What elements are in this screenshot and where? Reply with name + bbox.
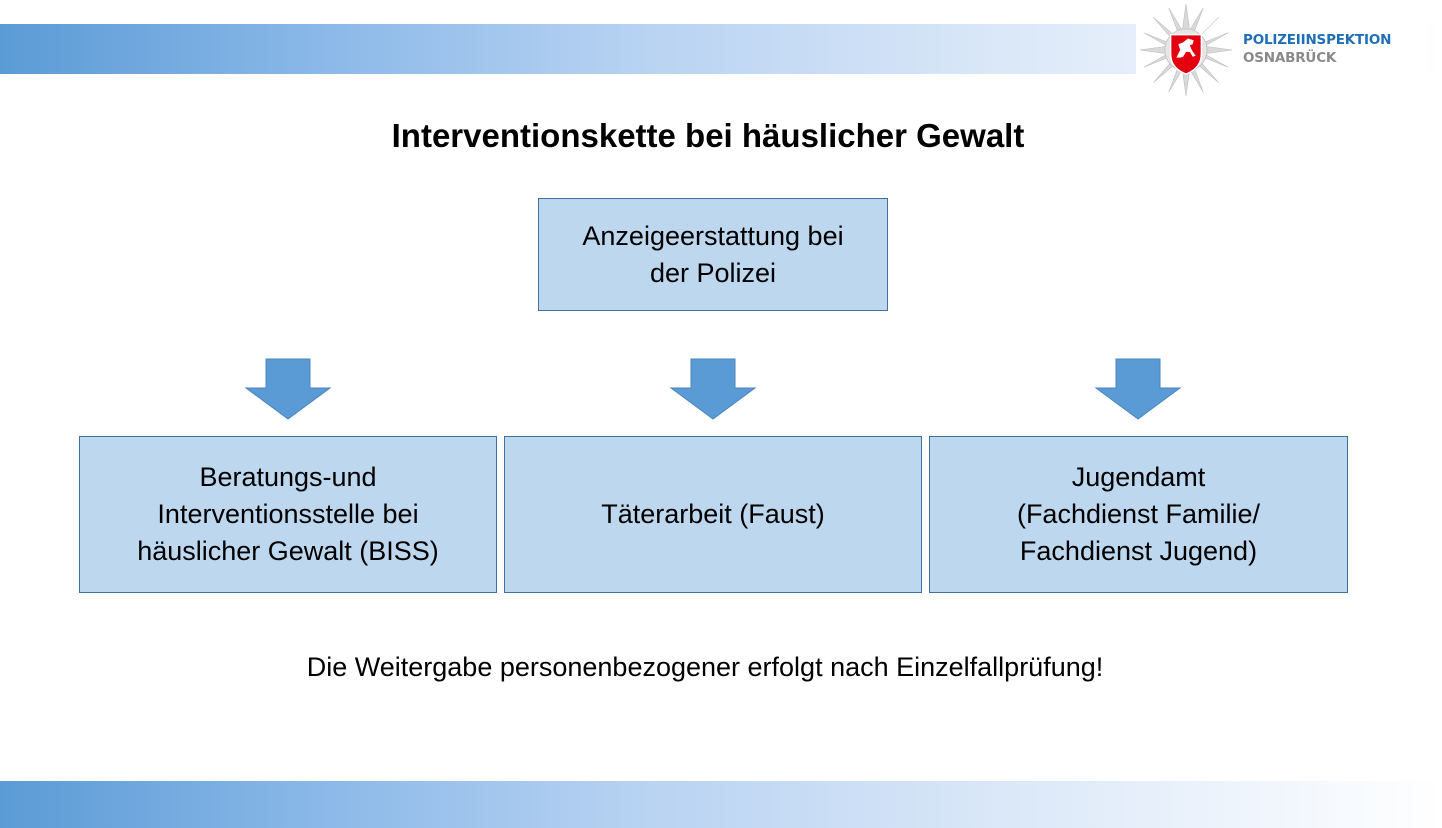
- box-biss: Beratungs-und Interventionsstelle bei häuslicher Gewalt (BISS): [79, 436, 497, 593]
- down-arrow-icon: [244, 358, 332, 420]
- police-logo: [1136, 0, 1426, 100]
- footer-band: [0, 781, 1442, 828]
- down-arrow-icon: [669, 358, 757, 420]
- box-jugendamt: Jugendamt (Fachdienst Familie/ Fachdienst Jugend): [929, 436, 1348, 593]
- org-name-line1: POLIZEIINSPEKTION: [1243, 32, 1392, 48]
- slide-title: Interventionskette bei häuslicher Gewalt: [391, 117, 1025, 154]
- box-taeterarbeit: Täterarbeit (Faust): [504, 436, 922, 593]
- down-arrow-icon: [1094, 358, 1182, 420]
- footer-note: Die Weitergabe personenbezogener erfolgt nach Einzelfallprüfung!: [306, 652, 1104, 682]
- org-name-line2: OSNABRÜCK: [1243, 50, 1337, 66]
- box-anzeigeerstattung: Anzeigeerstattung bei der Polizei: [538, 198, 888, 311]
- police-star-icon: [1138, 2, 1234, 98]
